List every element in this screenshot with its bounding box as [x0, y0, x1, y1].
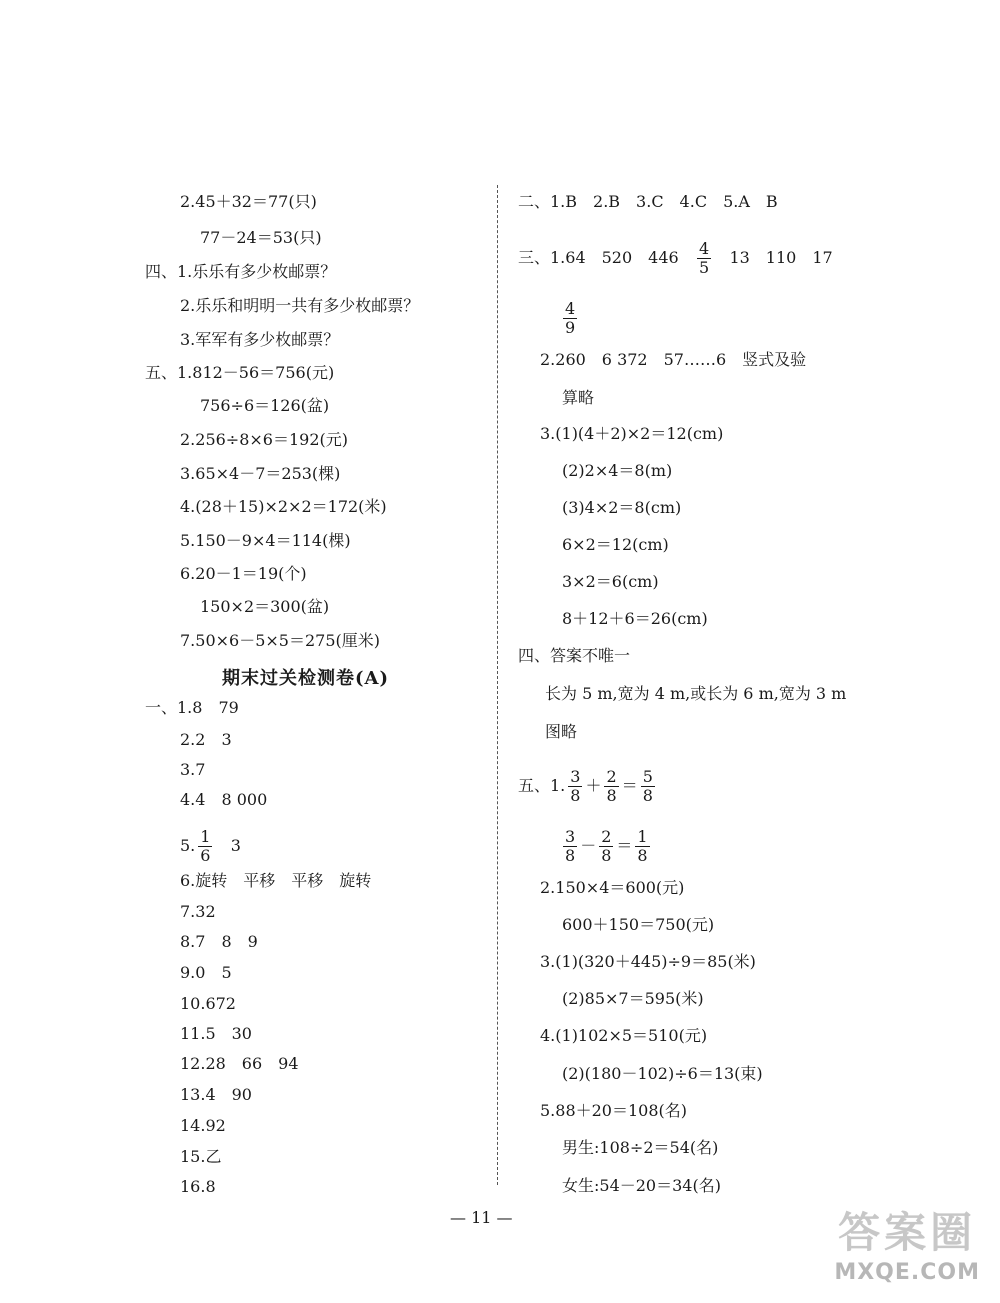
answer-line: 一、1.8 79 — [145, 698, 239, 717]
answer-line-with-fraction — [518, 768, 658, 805]
answer-text: 三、1.64 520 446 — [518, 248, 679, 267]
answer-line: 4.(28＋15)×2×2＝172(米) — [180, 497, 387, 516]
answer-line: 3.(1)(4＋2)×2＝12(cm) — [540, 424, 724, 443]
operator: ＋ — [585, 776, 602, 795]
answer-line: 3.军军有多少枚邮票？ — [180, 330, 340, 349]
answer-line: 12.28 66 94 — [180, 1054, 299, 1073]
answer-line-with-fraction — [560, 300, 580, 337]
answer-line: 600＋150＝750(元) — [562, 915, 715, 934]
answer-line: 13.4 90 — [180, 1085, 252, 1104]
fraction-denominator: 8 — [642, 786, 653, 805]
answer-line-with-fraction — [560, 828, 653, 865]
item-number: 五、1. — [518, 776, 566, 795]
answer-line: 四、答案不唯一 — [518, 646, 631, 665]
fraction-numerator: 5 — [642, 767, 653, 786]
answer-line: 3.65×4－7＝253(棵) — [180, 464, 341, 483]
fraction-numerator: 2 — [601, 827, 612, 846]
answer-line: 9.0 5 — [180, 963, 232, 982]
fraction-numerator: 1 — [200, 827, 211, 846]
answer-line: 7.32 — [180, 902, 216, 921]
fraction — [635, 828, 649, 865]
answer-line: 150×2＝300(盆) — [200, 597, 330, 616]
fraction-denominator: 8 — [570, 786, 581, 805]
answer-line: 图略 — [545, 722, 578, 741]
answer-line: 2.256÷8×6＝192(元) — [180, 430, 349, 449]
answer-line-with-fraction — [180, 828, 241, 865]
column-divider — [497, 185, 498, 1185]
answer-text: 13 110 17 — [729, 248, 833, 267]
answer-line: 15.乙 — [180, 1147, 222, 1166]
answer-line: 2.45＋32＝77(只) — [180, 192, 317, 211]
fraction-denominator: 8 — [606, 786, 617, 805]
answer-line: 14.92 — [180, 1116, 226, 1135]
fraction-numerator: 4 — [565, 299, 576, 318]
answer-line: 5.88＋20＝108(名) — [540, 1101, 688, 1120]
operator: － — [580, 836, 597, 855]
fraction-denominator: 8 — [601, 846, 612, 865]
answer-line-with-fraction — [518, 240, 833, 277]
item-number: 5. — [180, 836, 196, 855]
answer-line: 5.150－9×4＝114(棵) — [180, 531, 351, 550]
watermark-logo — [834, 1200, 980, 1285]
fraction-numerator: 3 — [565, 827, 576, 846]
fraction — [604, 768, 618, 805]
answer-line: 3.(1)(320＋445)÷9＝85(米) — [540, 952, 756, 971]
answer-line: 长为 5 m,宽为 4 m,或长为 6 m,宽为 3 m — [545, 684, 847, 703]
answer-line: 2.260 6 372 57……6 竖式及验 — [540, 350, 807, 369]
answer-line: 4.4 8 000 — [180, 790, 268, 809]
fraction-numerator: 3 — [570, 767, 581, 786]
fraction-denominator: 6 — [200, 846, 211, 865]
answer-line: 2.150×4＝600(元) — [540, 878, 685, 897]
answer-line: 3.7 — [180, 760, 206, 779]
fraction-denominator: 8 — [637, 846, 648, 865]
answer-line: (2)85×7＝595(米) — [562, 989, 704, 1008]
answer-line: 二、1.B 2.B 3.C 4.C 5.A B — [518, 192, 778, 211]
answer-line: 四、1.乐乐有多少枚邮票？ — [145, 262, 337, 281]
answer-line: 7.50×6－5×5＝275(厘米) — [180, 631, 381, 650]
operator: ＝ — [621, 776, 638, 795]
answer-line: 2.2 3 — [180, 730, 232, 749]
fraction — [697, 240, 711, 277]
page-number: — 11 — — [450, 1208, 513, 1227]
answer-line: 2.乐乐和明明一共有多少枚邮票？ — [180, 296, 420, 315]
section-title: 期末过关检测卷(A) — [222, 668, 389, 689]
answer-line: 女生:54－20＝34(名) — [562, 1176, 721, 1195]
fraction — [563, 828, 577, 865]
fraction-numerator: 2 — [606, 767, 617, 786]
watermark-text: 答案圈 — [838, 1208, 977, 1257]
answer-line: 6.20－1＝19(个) — [180, 564, 307, 583]
answer-line: 77－24＝53(只) — [200, 228, 322, 247]
answer-line: 8＋12＋6＝26(cm) — [562, 609, 708, 628]
answer-line: 11.5 30 — [180, 1024, 252, 1043]
answer-line: (2)(180－102)÷6＝13(束) — [562, 1064, 763, 1083]
answer-line: (2)2×4＝8(m) — [562, 461, 673, 480]
fraction-numerator: 1 — [637, 827, 648, 846]
answer-value: 3 — [230, 836, 241, 855]
answer-line: 男生:108÷2＝54(名) — [562, 1138, 719, 1157]
answer-line: 756÷6＝126(盆) — [200, 396, 330, 415]
answer-line: 算略 — [562, 388, 595, 407]
answer-line: 10.672 — [180, 994, 236, 1013]
answer-line: 16.8 — [180, 1177, 216, 1196]
answer-line: 8.7 8 9 — [180, 932, 258, 951]
answer-line: 6×2＝12(cm) — [562, 535, 669, 554]
answer-line: 3×2＝6(cm) — [562, 572, 659, 591]
fraction-denominator: 8 — [565, 846, 576, 865]
fraction — [641, 768, 655, 805]
answer-line: 6.旋转 平移 平移 旋转 — [180, 871, 372, 890]
answer-line: 五、1.812－56＝756(元) — [145, 363, 335, 382]
fraction-denominator: 9 — [565, 318, 576, 337]
fraction-numerator: 4 — [698, 239, 710, 258]
fraction — [599, 828, 613, 865]
operator: ＝ — [616, 836, 633, 855]
watermark-url: MXQE.COM — [834, 1260, 980, 1285]
answer-line: (3)4×2＝8(cm) — [562, 498, 682, 517]
answer-line: 4.(1)102×5＝510(元) — [540, 1026, 708, 1045]
fraction — [563, 300, 577, 337]
fraction — [198, 828, 212, 865]
fraction — [568, 768, 582, 805]
fraction-denominator: 5 — [698, 258, 710, 277]
